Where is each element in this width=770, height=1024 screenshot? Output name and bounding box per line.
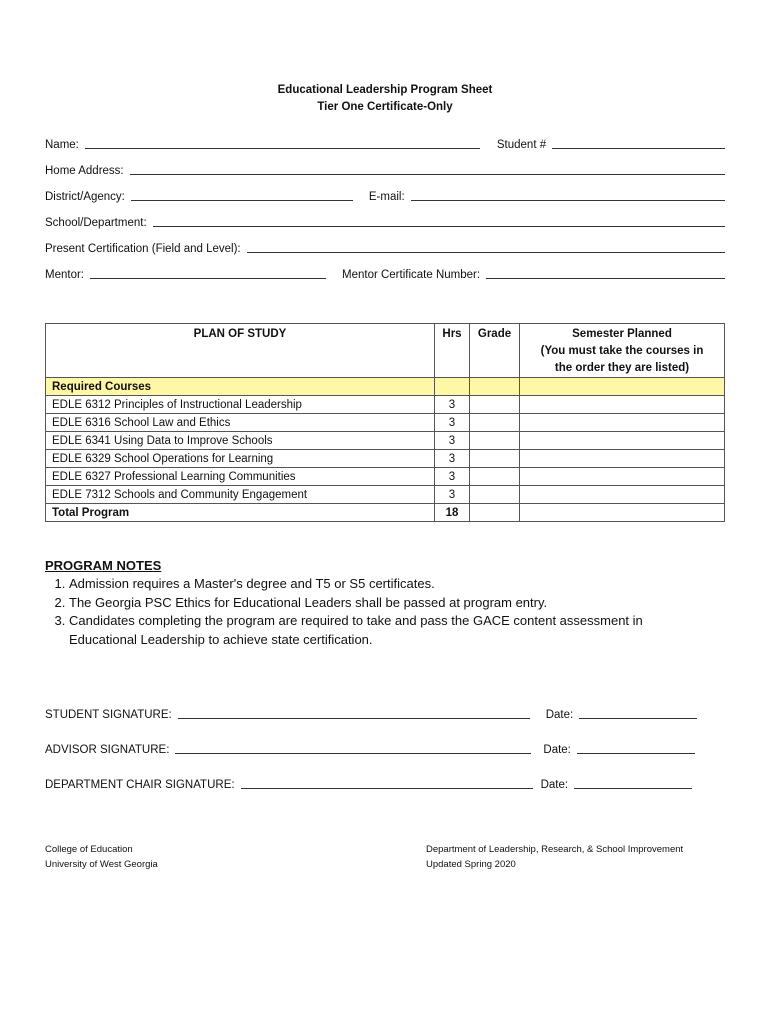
course-hrs: 3 [435, 396, 470, 414]
district-row [45, 187, 725, 203]
email-field[interactable] [411, 189, 725, 201]
list-item: 1. Admission requires a Master's degree and T5 or S5 certificates. [69, 575, 735, 594]
department-name: Department of Leadership, Research, & School Improvement [426, 844, 684, 855]
student-signature-label: STUDENT SIGNATURE: [45, 709, 172, 721]
course-hrs: 3 [435, 414, 470, 432]
semester-header-line2: (You must take the courses in [540, 345, 704, 357]
required-courses-row [46, 378, 725, 396]
name-label: Name: [45, 139, 79, 151]
program-notes-list [45, 575, 735, 649]
course-hrs: 3 [435, 432, 470, 450]
hrs-header: Hrs [435, 324, 470, 378]
school-label: School/Department: [45, 217, 147, 229]
table-row [46, 486, 725, 504]
list-item: 2. The Georgia PSC Ethics for Educational Leaders shall be passed at program entry. [69, 594, 735, 613]
course-name: EDLE 6327 Professional Learning Communities [46, 468, 435, 486]
updated-date: Updated Spring 2020 [426, 859, 516, 870]
mentor-cert-field[interactable] [486, 267, 725, 279]
grade-cell[interactable] [470, 414, 520, 432]
college-name: College of Education [45, 844, 133, 855]
table-row [46, 414, 725, 432]
student-number-label: Student # [496, 139, 547, 151]
document-title: Educational Leadership Program Sheet [277, 84, 493, 96]
advisor-signature-label: ADVISOR SIGNATURE: [45, 744, 170, 756]
grade-cell[interactable] [470, 486, 520, 504]
student-signature-field[interactable] [178, 707, 530, 719]
document-subtitle: Tier One Certificate-Only [317, 101, 453, 113]
mentor-field[interactable] [90, 267, 326, 279]
semester-cell[interactable] [520, 468, 725, 486]
home-address-field[interactable] [130, 163, 725, 175]
semester-cell[interactable] [520, 450, 725, 468]
required-courses-label: Required Courses [46, 378, 435, 396]
student-date-field[interactable] [579, 707, 697, 719]
certification-row [45, 239, 725, 255]
advisor-date-field[interactable] [577, 742, 695, 754]
semester-cell[interactable] [520, 414, 725, 432]
chair-date-field[interactable] [574, 777, 692, 789]
grade-cell[interactable] [470, 468, 520, 486]
district-label: District/Agency: [45, 191, 125, 203]
chair-signature-field[interactable] [241, 777, 533, 789]
course-hrs: 3 [435, 450, 470, 468]
semester-cell[interactable] [520, 486, 725, 504]
program-notes-title: PROGRAM NOTES [45, 558, 162, 573]
name-field[interactable] [85, 137, 480, 149]
email-label: E-mail: [368, 191, 405, 203]
grade-cell[interactable] [470, 396, 520, 414]
total-hrs: 18 [435, 504, 470, 522]
advisor-signature-field[interactable] [175, 742, 531, 754]
school-row [45, 213, 725, 229]
course-name: EDLE 6312 Principles of Instructional Leadership [46, 396, 435, 414]
student-number-field[interactable] [552, 137, 725, 149]
home-address-row [45, 161, 725, 177]
date-label: Date: [540, 779, 569, 791]
course-hrs: 3 [435, 486, 470, 504]
total-row [46, 504, 725, 522]
table-row [46, 432, 725, 450]
list-item: 3. Candidates completing the program are required to take and pass the GACE content assessment in Educational Leadership to achieve state certification. [69, 612, 689, 649]
chair-signature-label: DEPARTMENT CHAIR SIGNATURE: [45, 779, 235, 791]
footer-left [45, 842, 158, 872]
program-notes [45, 558, 735, 649]
course-name: EDLE 7312 Schools and Community Engagement [46, 486, 435, 504]
plan-header: PLAN OF STUDY [46, 324, 435, 378]
semester-cell[interactable] [520, 396, 725, 414]
grade-header: Grade [470, 324, 520, 378]
advisor-signature-row [45, 740, 695, 756]
university-name: University of West Georgia [45, 859, 158, 870]
table-row [46, 450, 725, 468]
mentor-row [45, 265, 725, 281]
semester-header-line3: the order they are listed) [554, 362, 690, 374]
footer-right [426, 842, 683, 872]
school-field[interactable] [153, 215, 725, 227]
grade-cell[interactable] [470, 450, 520, 468]
semester-cell[interactable] [520, 432, 725, 450]
semester-header [520, 324, 725, 378]
name-row [45, 135, 725, 151]
home-address-label: Home Address: [45, 165, 124, 177]
course-name: EDLE 6329 School Operations for Learning [46, 450, 435, 468]
table-row [46, 468, 725, 486]
certification-field[interactable] [247, 241, 725, 253]
date-label: Date: [545, 709, 574, 721]
table-row [46, 396, 725, 414]
grade-cell[interactable] [470, 432, 520, 450]
table-header-row [46, 324, 725, 378]
semester-header-line1: Semester Planned [572, 328, 672, 340]
student-signature-row [45, 705, 697, 721]
chair-signature-row [45, 775, 692, 791]
mentor-cert-label: Mentor Certificate Number: [342, 269, 481, 281]
district-field[interactable] [131, 189, 353, 201]
date-label: Date: [543, 744, 571, 756]
total-label: Total Program [46, 504, 435, 522]
course-name: EDLE 6316 School Law and Ethics [46, 414, 435, 432]
certification-label: Present Certification (Field and Level): [45, 243, 241, 255]
plan-of-study-table [45, 323, 725, 522]
mentor-label: Mentor: [45, 269, 84, 281]
course-name: EDLE 6341 Using Data to Improve Schools [46, 432, 435, 450]
course-hrs: 3 [435, 468, 470, 486]
